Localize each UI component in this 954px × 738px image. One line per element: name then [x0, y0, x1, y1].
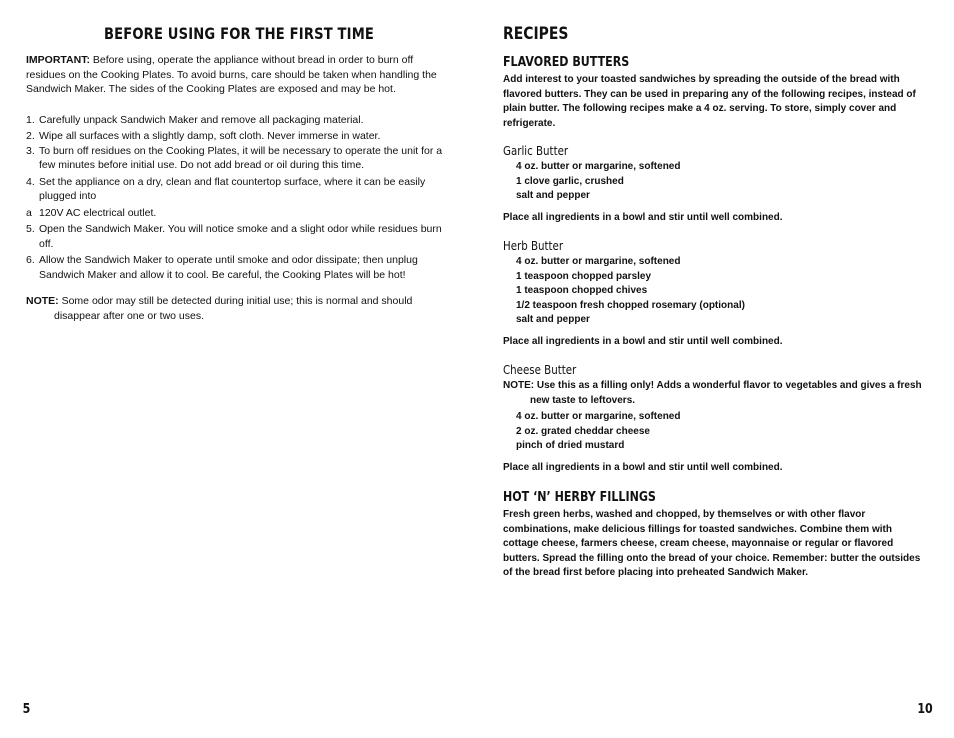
herb-butter-title: Herb Butter — [503, 238, 564, 253]
flavored-butters-title: FLAVORED BUTTERS — [503, 54, 630, 70]
step-text: Open the Sandwich Maker. You will notice smoke and a slight odor while residues burn off. — [39, 223, 442, 250]
important-label: IMPORTANT: — [26, 54, 90, 66]
step-item — [26, 222, 452, 251]
step-number: a — [26, 206, 32, 219]
garlic-butter-title: Garlic Butter — [503, 143, 569, 158]
step-number: 1. — [26, 113, 35, 126]
left-page-title: BEFORE USING FOR THE FIRST TIME — [103, 24, 375, 43]
right-page-number: 10 — [917, 702, 933, 717]
ingredient: 4 oz. butter or margarine, softened — [516, 411, 681, 422]
step-item — [26, 144, 452, 173]
step-text: Wipe all surfaces with a slightly damp, soft cloth. Never immerse in water. — [39, 130, 381, 142]
cheese-butter-title: Cheese Butter — [503, 362, 577, 377]
step-item — [26, 206, 452, 221]
herb-ingredients — [503, 255, 929, 328]
herby-fillings-title: HOT ‘N’ HERBY FILLINGS — [503, 489, 656, 505]
step-item — [26, 175, 452, 204]
cheese-note-text: Use this as a filling only! Adds a wonderful flavor to vegetables and gives a fresh new taste to leftovers. — [530, 380, 922, 406]
setup-steps-list — [26, 113, 452, 283]
note-label: NOTE: — [26, 295, 59, 307]
garlic-ingredients — [503, 160, 929, 204]
herb-instruction: Place all ingredients in a bowl and stir until well combined. — [503, 335, 783, 347]
step-number: 3. — [26, 144, 35, 157]
step-text: Set the appliance on a dry, clean and flat countertop surface, where it can be easily plugged into — [39, 175, 426, 202]
ingredient: 1 teaspoon chopped chives — [516, 285, 648, 296]
step-text: Allow the Sandwich Maker to operate until smoke and odor dissipate; then unplug Sandwich Maker and allow it to cool. Be careful, the Cooking Plates will be hot! — [39, 254, 418, 281]
cheese-note-label: NOTE: — [503, 380, 535, 391]
ingredient: 1 clove garlic, crushed — [516, 175, 624, 187]
note-text: Some odor may still be detected during initial use; this is normal and should disappear after one or two uses. — [54, 295, 413, 322]
note-paragraph — [26, 294, 452, 323]
left-page-number: 5 — [22, 702, 31, 717]
flavored-butters-intro: Add interest to your toasted sandwiches by spreading the outside of the bread with flavored butters. They can be used in preparing any of the following recipes, instead of plain butter. The following recipes make a 4 oz. serving. To store, simply cover and refrigerate. — [503, 74, 916, 129]
ingredient: pinch of dried mustard — [516, 440, 625, 451]
step-text: To burn off residues on the Cooking Plates, it will be necessary to operate the unit for a few minutes before initial use. Do not add bread or oil during this time. — [39, 144, 443, 171]
important-paragraph — [26, 53, 452, 97]
ingredient: salt and pepper — [516, 314, 590, 325]
herby-fillings-text: Fresh green herbs, washed and chopped, by themselves or with other flavor combinations, make delicious fillings for toasted sandwiches. Combine them with cottage cheese, farmers cheese, cream cheese, mayonnaise or regular or flavored butters. Spread the filling onto the bread of your choice. Remember: butter the outsides of the bread first before placing into preheated Sandwich Maker. — [503, 509, 921, 578]
step-number: 5. — [26, 223, 35, 235]
ingredient: 1 teaspoon chopped parsley — [516, 270, 652, 282]
cheese-instruction: Place all ingredients in a bowl and stir until well combined. — [503, 461, 783, 473]
step-item — [26, 113, 452, 128]
ingredient: 2 oz. grated cheddar cheese — [516, 425, 650, 437]
ingredient: 4 oz. butter or margarine, softened — [516, 161, 681, 172]
important-text: Before using, operate the appliance without bread in order to burn off residues on the Cooking Plates. To avoid burns, care should be taken when handling the Sandwich Maker. The sides of the Cooking Plates are exposed and may be hot. — [26, 54, 437, 95]
step-item — [26, 129, 452, 144]
left-page — [26, 24, 452, 323]
ingredient: 1/2 teaspoon fresh chopped rosemary (optional) — [516, 299, 745, 311]
garlic-instruction: Place all ingredients in a bowl and stir until well combined. — [503, 211, 783, 223]
cheese-note — [503, 379, 929, 408]
recipes-title: RECIPES — [503, 24, 569, 44]
ingredient: 4 oz. butter or margarine, softened — [516, 256, 681, 267]
right-page — [503, 24, 929, 581]
cheese-ingredients — [503, 410, 929, 454]
ingredient: salt and pepper — [516, 190, 590, 201]
step-number: 2. — [26, 130, 35, 142]
step-number: 4. — [26, 175, 35, 188]
step-text: Carefully unpack Sandwich Maker and remove all packaging material. — [39, 113, 364, 126]
step-text: 120V AC electrical outlet. — [39, 206, 157, 219]
step-number: 6. — [26, 254, 35, 266]
step-item — [26, 253, 452, 282]
